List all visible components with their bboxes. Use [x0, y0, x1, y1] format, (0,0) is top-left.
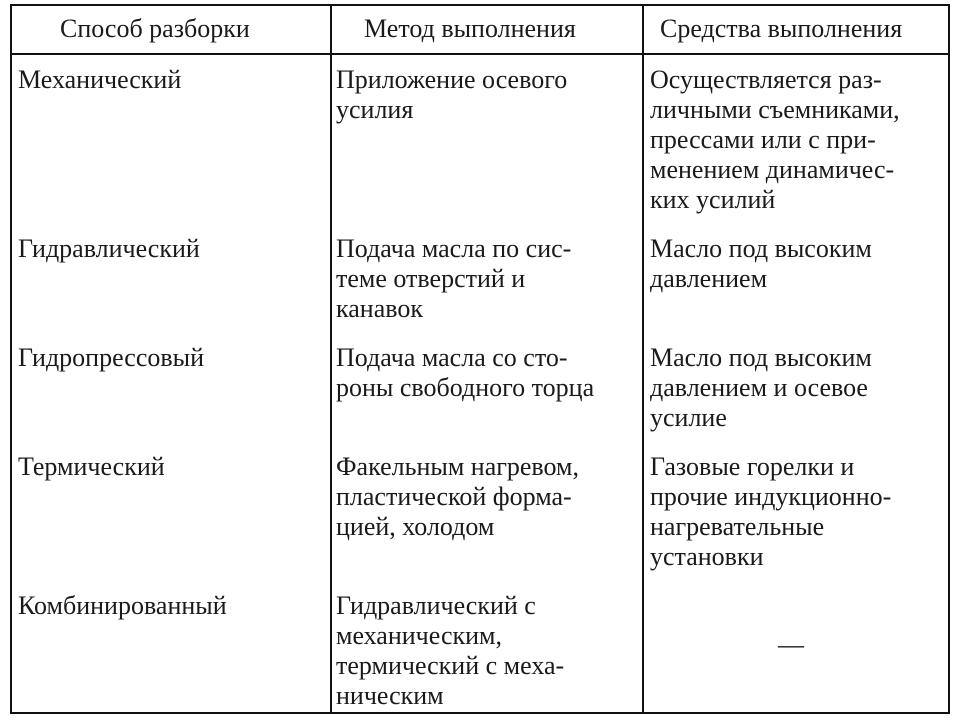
- header-method: Способ разборки: [60, 14, 250, 43]
- disassembly-methods-table: [10, 4, 950, 714]
- cell-method: Термический: [18, 452, 165, 481]
- cell-means: Масло под высоким давлением: [650, 234, 872, 293]
- cell-execution: Подача масла по сис- теме отверстий и канавок: [336, 234, 572, 323]
- column-divider: [330, 6, 332, 712]
- cell-means-dash: —: [778, 630, 804, 659]
- cell-execution: Гидравлический с механическим, термический с меха- ническим: [336, 591, 565, 710]
- header-means: Средства выполнения: [660, 14, 903, 43]
- cell-method: Комбинированный: [18, 591, 227, 620]
- cell-method: Гидравлический: [18, 234, 200, 263]
- cell-means: Масло под высоким давлением и осевое усилие: [650, 343, 872, 432]
- header-execution: Метод выполнения: [364, 14, 576, 43]
- cell-method: Гидропрессовый: [18, 343, 205, 372]
- cell-execution: Факельным нагревом, пластической форма- цией, холодом: [336, 452, 579, 541]
- column-divider: [642, 6, 644, 712]
- cell-execution: Подача масла со сто- роны свободного торца: [336, 343, 595, 402]
- cell-execution: Приложение осевого усилия: [336, 65, 568, 124]
- cell-means: Осуществляется раз- личными съемниками, прессами или с при- менением динамичес- ких усилий: [650, 65, 900, 214]
- cell-method: Механический: [18, 65, 182, 94]
- cell-means: Газовые горелки и прочие индукционно- нагревательные установки: [650, 452, 892, 571]
- header-divider: [12, 53, 948, 55]
